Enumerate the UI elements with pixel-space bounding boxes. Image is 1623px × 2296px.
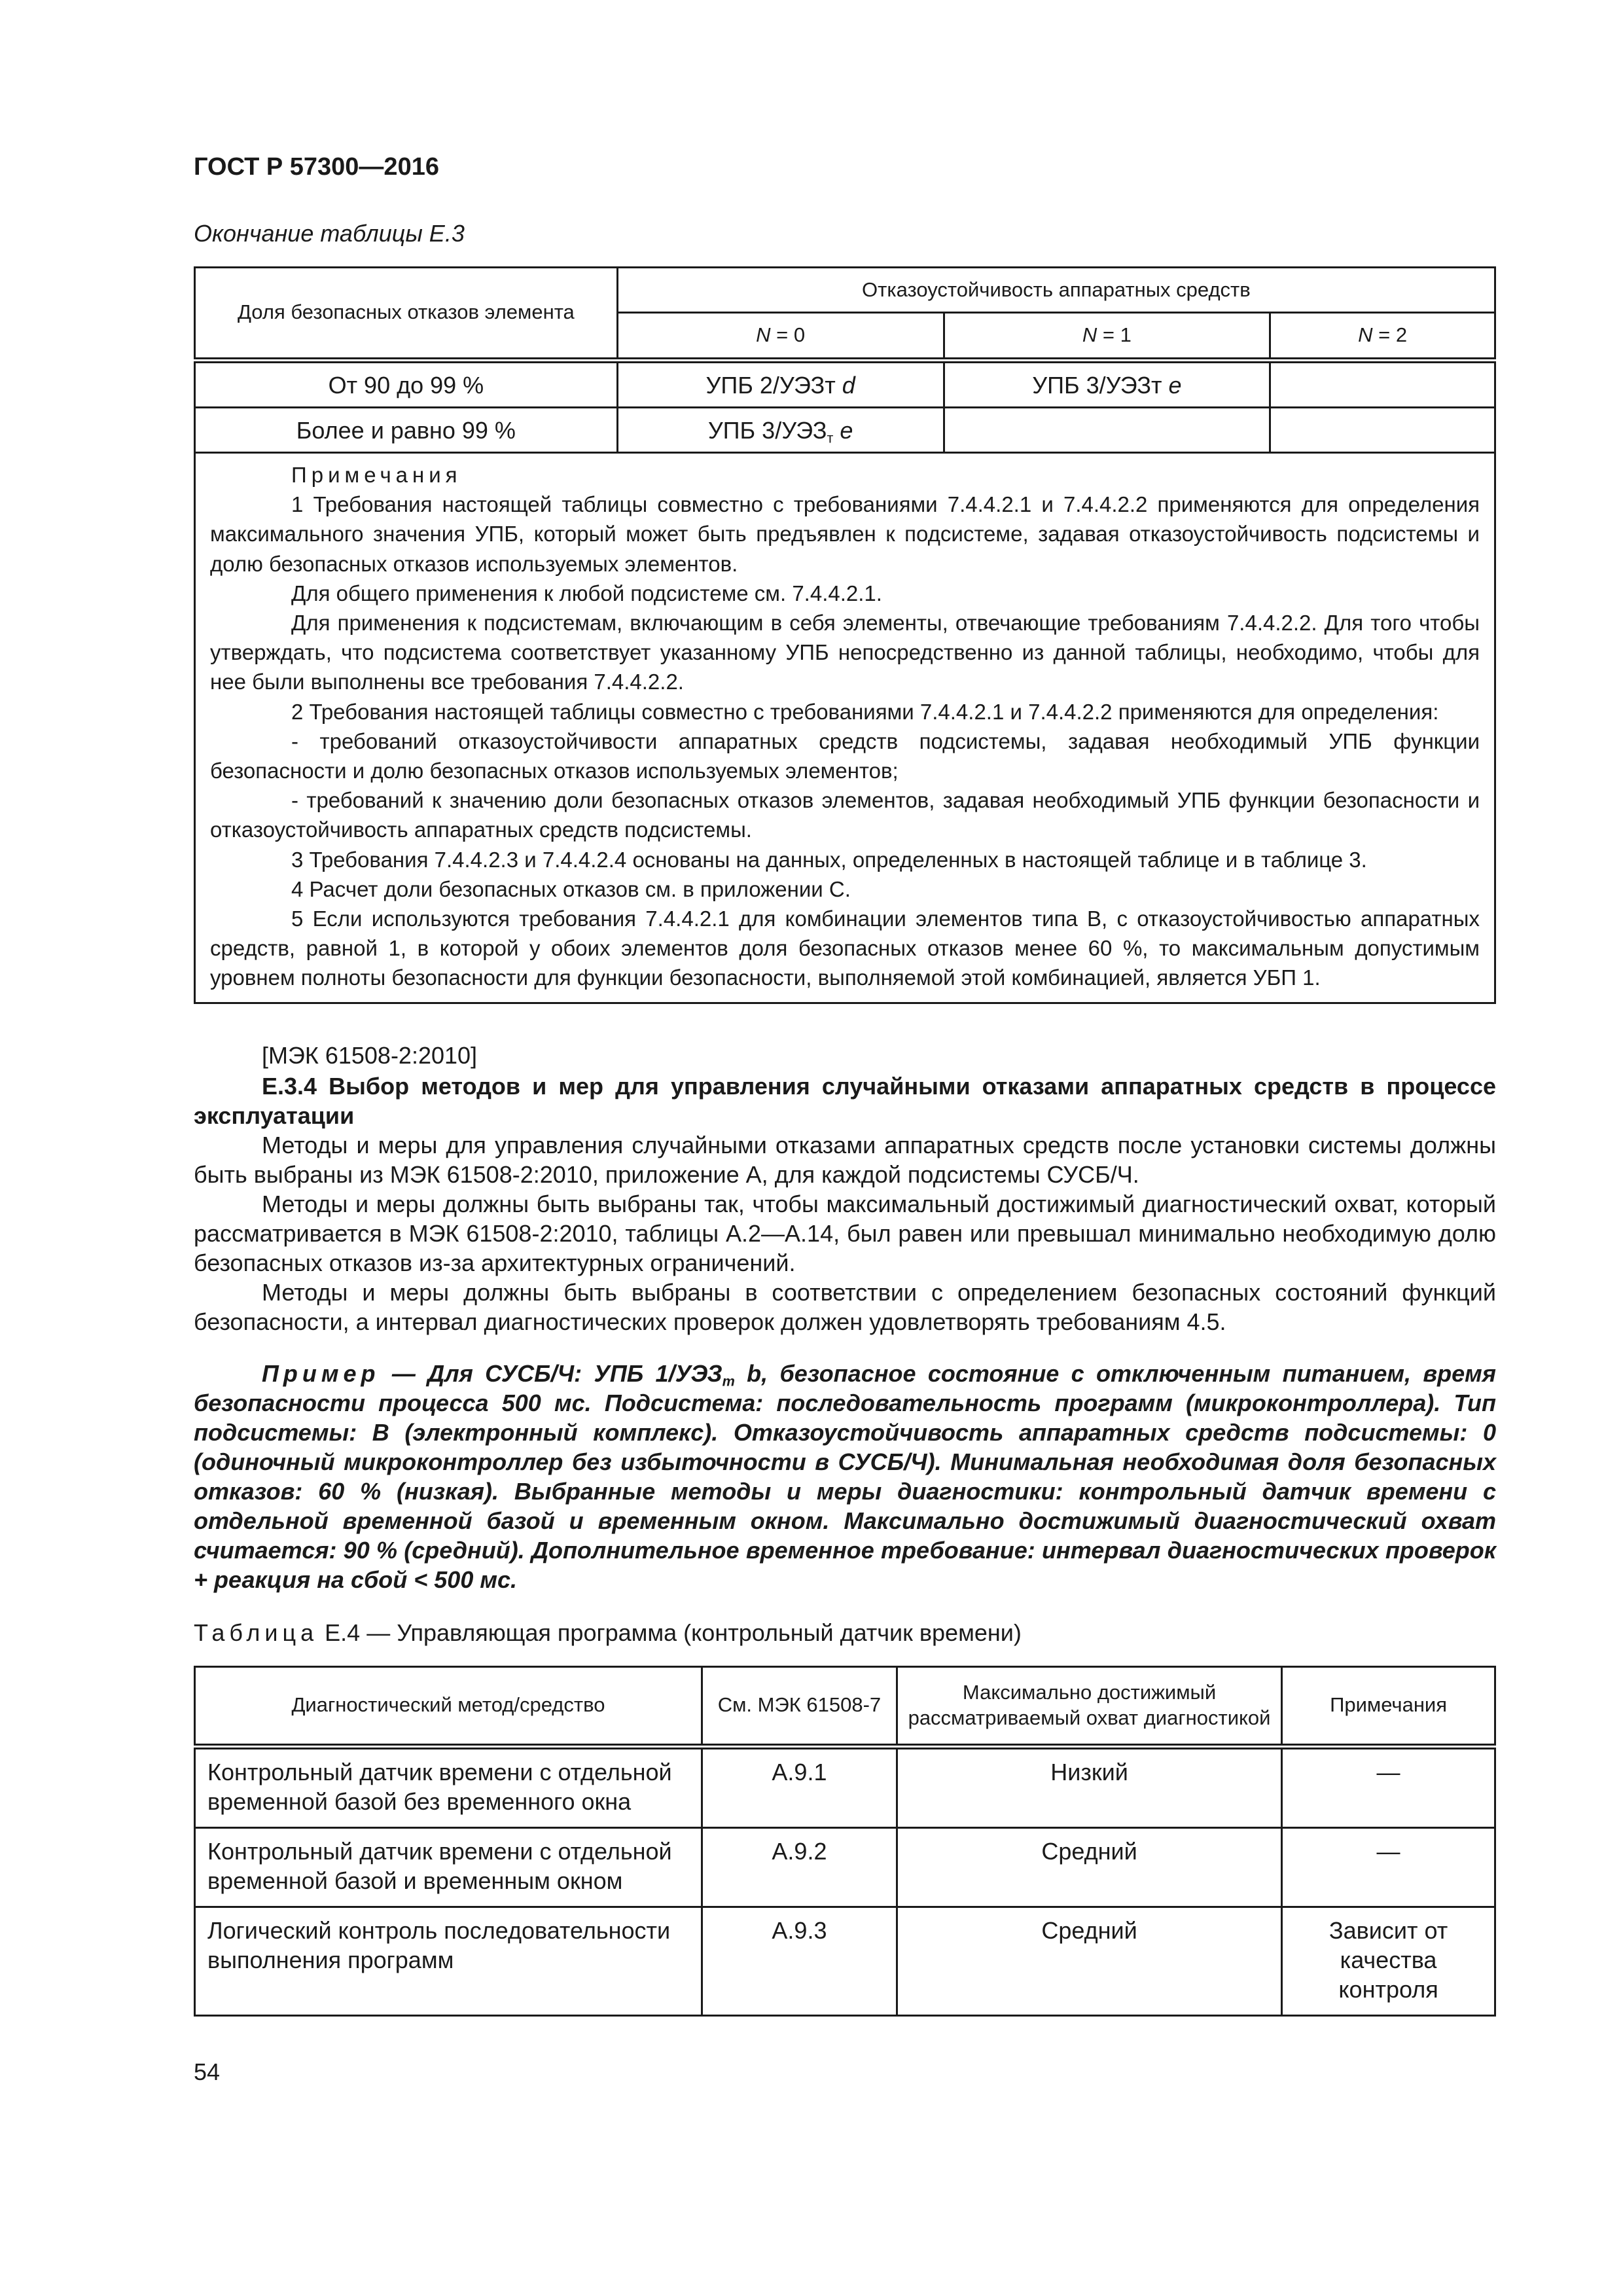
table-e3 bbox=[194, 266, 1496, 1004]
note-paragraph: - требований отказоустойчивости аппаратных средств подсистемы, задавая необходимый УПБ функции безопасности и долю безопасных отказов используемых элементов; bbox=[210, 728, 1480, 783]
table-notes bbox=[195, 453, 1495, 1003]
page-number: 54 bbox=[194, 2058, 221, 2085]
note-paragraph: 2 Требования настоящей таблицы совместно с требованиями 7.4.4.2.1 и 7.4.4.2.2 применяются для определения: bbox=[291, 699, 1439, 724]
body-paragraph: Методы и меры должны быть выбраны так, чтобы максимальный достижимый диагностический охват, который рассматривается в МЭК 61508-2:2010, таблицы А.2—А.14, был равен или превышал минимально необходимую долю безопасных отказов из-за архитектурных ограничений. bbox=[194, 1190, 1496, 1276]
cell-note: — bbox=[1282, 1827, 1495, 1907]
cell-reference: А.9.3 bbox=[702, 1907, 897, 2015]
header-n0: N = 0 bbox=[617, 313, 944, 361]
cell-coverage: Низкий bbox=[897, 1746, 1281, 1827]
cell-coverage: Средний bbox=[897, 1827, 1281, 1907]
cell-n0: УПБ $3/УЭЗ_т$ e bbox=[617, 408, 944, 453]
header-n2: N = 2 bbox=[1270, 313, 1495, 361]
table-row bbox=[195, 1827, 1495, 1907]
cell-n2 bbox=[1270, 408, 1495, 453]
table-e4-caption: Таблица Е.4 — Управляющая программа (контрольный датчик времени) bbox=[194, 1619, 1022, 1646]
cell-fraction: От 90 до 99 % bbox=[195, 361, 618, 408]
note-paragraph: 3 Требования 7.4.4.2.3 и 7.4.4.2.4 основаны на данных, определенных в настоящей таблице и в таблице 3. bbox=[291, 847, 1367, 872]
note-paragraph: Для общего применения к любой подсистеме см. 7.4.4.2.1. bbox=[291, 581, 882, 605]
table-e4 bbox=[194, 1666, 1496, 2017]
table-row bbox=[195, 408, 1495, 453]
cell-reference: А.9.2 bbox=[702, 1827, 897, 1907]
example-paragraph: Пример — Для СУСБ/Ч: УПБ $1/УЭЗ_т$ b, безопасное состояние с отключенным питанием, время безопасности процесса 500 мс. Подсистема: последовательность программ (микроконтроллера). Тип подсистемы: В (электронный комплекс). Отказоустойчивость аппаратных средств подсистемы: 0 (одиночный микроконтроллер без избыточности в СУСБ/Ч). Минимальная необходимая доля безопасных отказов: 60 % (низкая). Выбранные методы и меры диагностики: контрольный датчик времени с отдельной временной базой и временным окном. Максимально достижимый диагностический охват считается: 90 % (средний). Дополнительное временное требование: интервал диагностических проверок + реакция на сбой < 500 мс. bbox=[194, 1359, 1496, 1593]
cell-reference: А.9.1 bbox=[702, 1746, 897, 1827]
header-n1: N = 1 bbox=[944, 313, 1270, 361]
note-paragraph: 4 Расчет доли безопасных отказов см. в приложении С. bbox=[291, 876, 851, 901]
document-header: ГОСТ Р 57300—2016 bbox=[194, 153, 439, 181]
body-text bbox=[194, 1041, 1496, 1594]
cell-n1: УПБ 3/УЭЗт e bbox=[944, 361, 1270, 408]
header-max-coverage: Максимально достижимый рассматриваемый охват диагностикой bbox=[897, 1666, 1281, 1746]
note-paragraph: - требований к значению доли безопасных отказов элементов, задавая необходимый УПБ функции безопасности и отказоустойчивость аппаратных средств подсистемы. bbox=[210, 788, 1480, 842]
cell-method: Логический контроль последовательности выполнения программ bbox=[195, 1907, 702, 2015]
note-paragraph: 5 Если используются требования 7.4.4.2.1 для комбинации элементов типа В, с отказоустойчивостью аппаратных средств, равной 1, в которой у обоих элементов доля безопасных отказов менее 60 %, то максимальным допустимым уровнем полноты безопасности для функции безопасности, выполняемой этой комбинацией, является УБП 1. bbox=[210, 906, 1480, 990]
cell-fraction: Более и равно 99 % bbox=[195, 408, 618, 453]
header-diagnostic-method: Диагностический метод/средство bbox=[195, 1666, 702, 1746]
cell-n2 bbox=[1270, 361, 1495, 408]
example-label: Пример bbox=[262, 1359, 380, 1387]
table-e3-continuation-caption: Окончание таблицы Е.3 bbox=[194, 219, 465, 247]
note-paragraph: 1 Требования настоящей таблицы совместно с требованиями 7.4.4.2.1 и 7.4.4.2.2 применяются для определения максимального значения УПБ, который может быть предъявлен к подсистеме, задавая отказоустойчивость подсистемы и долю безопасных отказов используемых элементов. bbox=[210, 492, 1480, 576]
table-row bbox=[195, 361, 1495, 408]
cell-n0: УПБ 2/УЭЗт d bbox=[617, 361, 944, 408]
section-heading: Е.3.4 Выбор методов и мер для управления случайными отказами аппаратных средств в процессе эксплуатации bbox=[194, 1072, 1496, 1129]
cell-note: — bbox=[1282, 1746, 1495, 1827]
cell-method: Контрольный датчик времени с отдельной временной базой без временного окна bbox=[195, 1746, 702, 1827]
header-hardware-fault-tolerance: Отказоустойчивость аппаратных средств bbox=[617, 267, 1495, 313]
cell-note: Зависит от качества контроля bbox=[1282, 1907, 1495, 2015]
source-reference: [МЭК 61508-2:2010] bbox=[262, 1041, 478, 1069]
header-notes: Примечания bbox=[1282, 1666, 1495, 1746]
table-row bbox=[195, 1907, 1495, 2015]
note-paragraph: Для применения к подсистемам, включающим в себя элементы, отвечающие требованиям 7.4.4.2.2. Для того чтобы утверждать, что подсистема соответствует указанному УПБ непосредственно из данной таблицы, необходимо, чтобы для нее были выполнены все требования 7.4.4.2.2. bbox=[210, 611, 1480, 694]
notes-title: Примечания bbox=[291, 463, 462, 487]
cell-n1 bbox=[944, 408, 1270, 453]
body-paragraph: Методы и меры для управления случайными отказами аппаратных средств после установки системы должны быть выбраны из МЭК 61508-2:2010, приложение А, для каждой подсистемы СУСБ/Ч. bbox=[194, 1131, 1496, 1188]
header-iec-reference: См. МЭК 61508-7 bbox=[702, 1666, 897, 1746]
table-row bbox=[195, 1746, 1495, 1827]
cell-method: Контрольный датчик времени с отдельной временной базой и временным окном bbox=[195, 1827, 702, 1907]
cell-coverage: Средний bbox=[897, 1907, 1281, 2015]
header-safe-failure-fraction: Доля безопасных отказов элемента bbox=[195, 267, 618, 361]
body-paragraph: Методы и меры должны быть выбраны в соответствии с определением безопасных состояний функций безопасности, а интервал диагностических проверок должен удовлетворять требованиям 4.5. bbox=[194, 1278, 1496, 1335]
